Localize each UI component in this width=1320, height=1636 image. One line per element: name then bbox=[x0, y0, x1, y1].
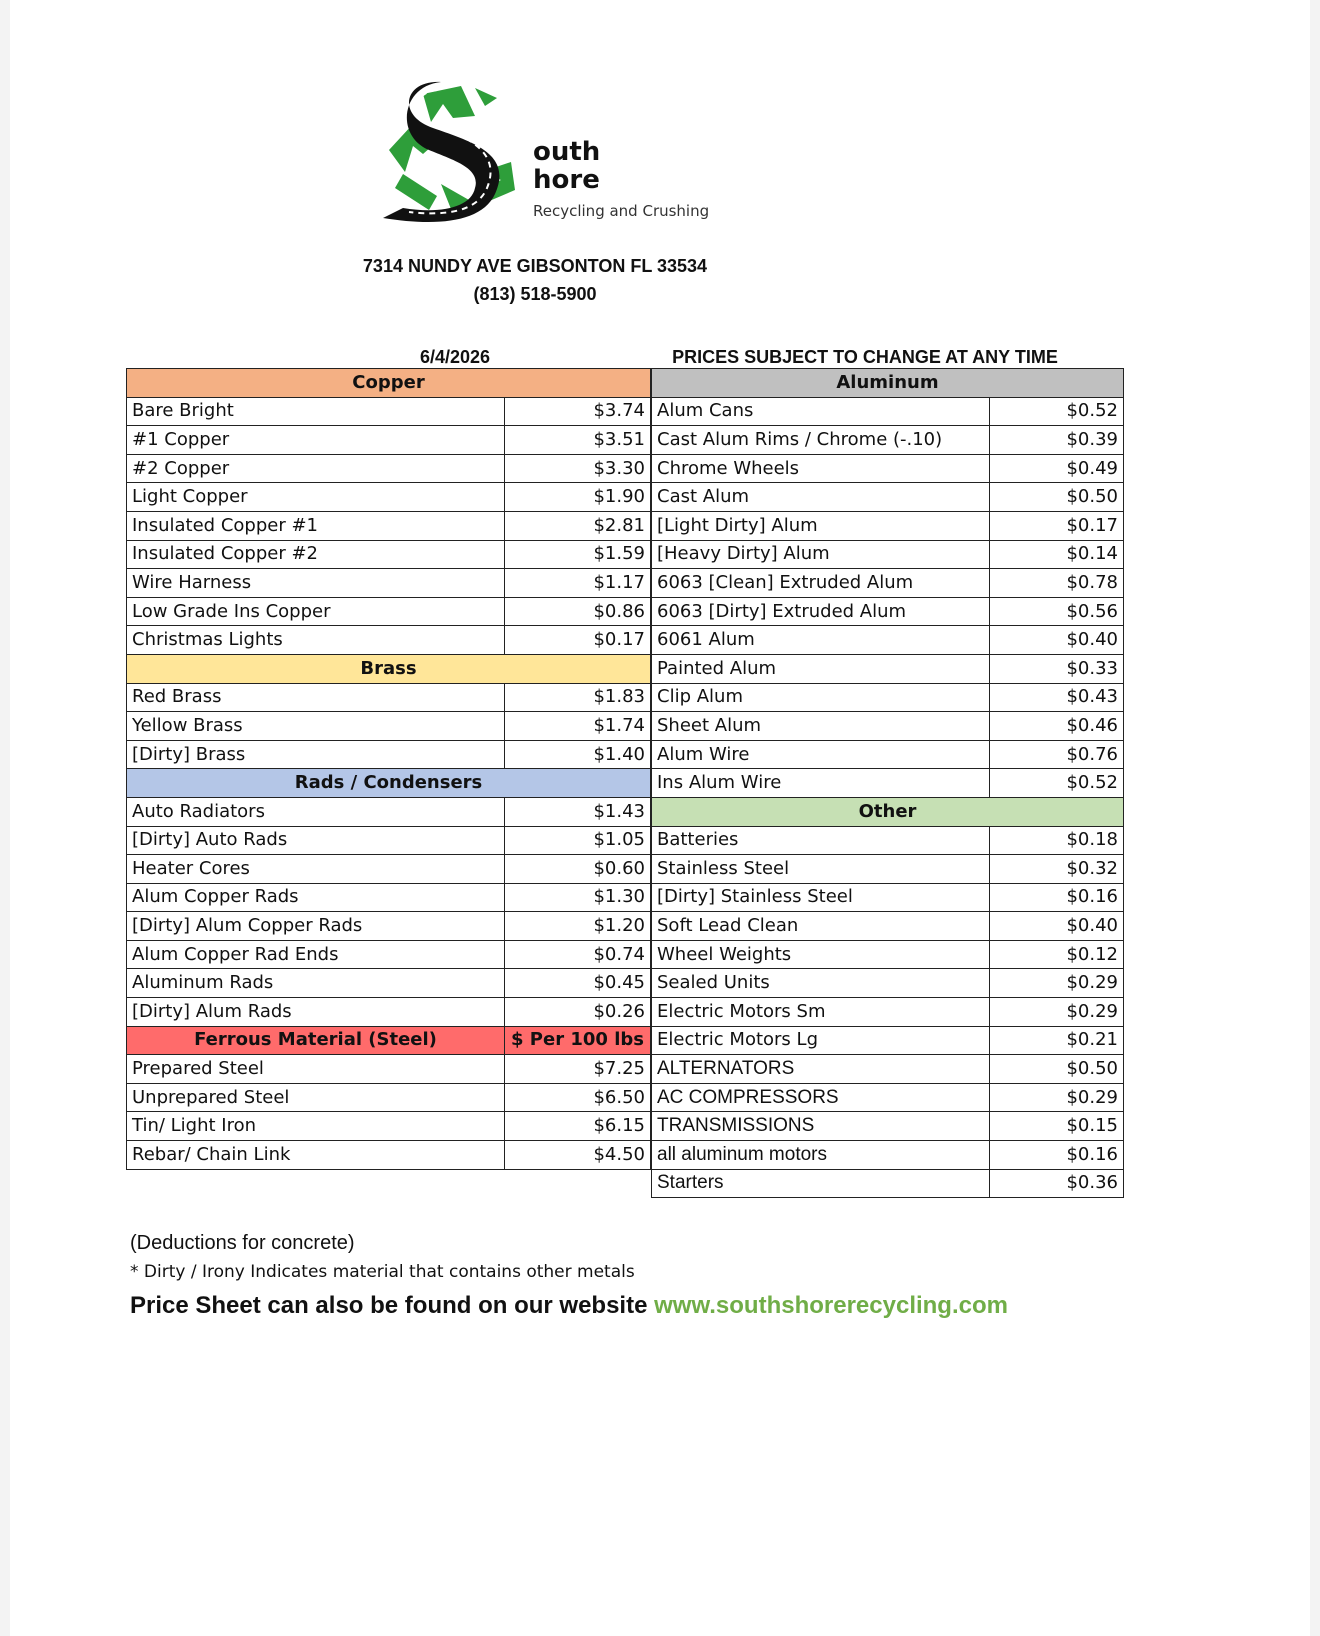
material-name: Soft Lead Clean bbox=[652, 912, 990, 941]
price-row-alum-wire bbox=[652, 740, 1124, 769]
material-price: $0.26 bbox=[505, 998, 651, 1027]
material-price: $0.76 bbox=[990, 740, 1124, 769]
material-price: $0.78 bbox=[990, 569, 1124, 598]
material-price: $0.12 bbox=[990, 940, 1124, 969]
material-price: $0.15 bbox=[990, 1112, 1124, 1141]
material-price: $0.60 bbox=[505, 855, 651, 884]
material-name: Unprepared Steel bbox=[127, 1083, 505, 1112]
material-price: $3.74 bbox=[505, 397, 651, 426]
material-name: #1 Copper bbox=[127, 426, 505, 455]
logo-word-south: outh bbox=[533, 137, 601, 167]
material-name: Electric Motors Lg bbox=[652, 1026, 990, 1055]
material-name: Starters bbox=[652, 1169, 990, 1198]
price-row-sheet-alum bbox=[652, 712, 1124, 741]
price-row-6063-clean-extruded-alum bbox=[652, 569, 1124, 598]
price-row-clip-alum bbox=[652, 683, 1124, 712]
price-row-low-grade-ins-copper bbox=[127, 597, 651, 626]
material-name: Wire Harness bbox=[127, 569, 505, 598]
section-unit: $ Per 100 lbs bbox=[505, 1026, 651, 1055]
material-name: [Dirty] Stainless Steel bbox=[652, 883, 990, 912]
website-line bbox=[130, 1292, 1008, 1320]
price-row-alum-copper-rad-ends bbox=[127, 940, 651, 969]
material-price: $6.50 bbox=[505, 1083, 651, 1112]
price-row-rebar-chain-link bbox=[127, 1141, 651, 1170]
company-address: 7314 NUNDY AVE GIBSONTON FL 33534 bbox=[362, 256, 708, 276]
material-name: Auto Radiators bbox=[127, 797, 505, 826]
material-name: Heater Cores bbox=[127, 855, 505, 884]
price-row-light-dirty-alum bbox=[652, 511, 1124, 540]
material-price: $1.17 bbox=[505, 569, 651, 598]
material-name: Sheet Alum bbox=[652, 712, 990, 741]
material-price: $0.29 bbox=[990, 969, 1124, 998]
material-price: $7.25 bbox=[505, 1055, 651, 1084]
material-name: ALTERNATORS bbox=[652, 1055, 990, 1084]
material-price: $0.17 bbox=[505, 626, 651, 655]
material-price: $1.20 bbox=[505, 912, 651, 941]
material-name: 6063 [Dirty] Extruded Alum bbox=[652, 597, 990, 626]
material-price: $1.74 bbox=[505, 712, 651, 741]
price-row-6061-alum bbox=[652, 626, 1124, 655]
price-date: 6/4/2026 bbox=[419, 347, 491, 367]
price-row-all-aluminum-motors bbox=[652, 1141, 1124, 1170]
material-price: $0.50 bbox=[990, 1055, 1124, 1084]
material-price: $0.52 bbox=[990, 397, 1124, 426]
material-name: Bare Bright bbox=[127, 397, 505, 426]
material-name: #2 Copper bbox=[127, 454, 505, 483]
price-row-ins-alum-wire bbox=[652, 769, 1124, 798]
material-price: $1.83 bbox=[505, 683, 651, 712]
price-notice: PRICES SUBJECT TO CHANGE AT ANY TIME bbox=[672, 347, 1058, 367]
section-header-rads bbox=[127, 769, 651, 798]
material-name: all aluminum motors bbox=[652, 1141, 990, 1170]
material-name: Light Copper bbox=[127, 483, 505, 512]
material-name: Yellow Brass bbox=[127, 712, 505, 741]
material-name: Christmas Lights bbox=[127, 626, 505, 655]
material-name: Cast Alum bbox=[652, 483, 990, 512]
material-price: $4.50 bbox=[505, 1141, 651, 1170]
material-name: [Dirty] Auto Rads bbox=[127, 826, 505, 855]
section-title: Other bbox=[652, 797, 1124, 826]
material-name: Cast Alum Rims / Chrome (-.10) bbox=[652, 426, 990, 455]
material-name: Alum Copper Rads bbox=[127, 883, 505, 912]
material-price: $0.29 bbox=[990, 1083, 1124, 1112]
website-link[interactable]: www.southshorerecycling.com bbox=[654, 1292, 1008, 1319]
material-price: $0.32 bbox=[990, 855, 1124, 884]
material-name: Clip Alum bbox=[652, 683, 990, 712]
material-name: Red Brass bbox=[127, 683, 505, 712]
material-name: [Dirty] Brass bbox=[127, 740, 505, 769]
price-row-yellow-brass bbox=[127, 712, 651, 741]
material-price: $0.45 bbox=[505, 969, 651, 998]
material-price: $0.43 bbox=[990, 683, 1124, 712]
price-row-unprepared-steel bbox=[127, 1083, 651, 1112]
material-name: TRANSMISSIONS bbox=[652, 1112, 990, 1141]
material-price: $0.46 bbox=[990, 712, 1124, 741]
material-price: $0.18 bbox=[990, 826, 1124, 855]
material-price: $1.43 bbox=[505, 797, 651, 826]
section-header-ferrous bbox=[127, 1026, 651, 1055]
price-row-heavy-dirty-alum bbox=[652, 540, 1124, 569]
price-row-light-copper bbox=[127, 483, 651, 512]
material-name: Sealed Units bbox=[652, 969, 990, 998]
material-name: Alum Copper Rad Ends bbox=[127, 940, 505, 969]
dirty-note: * Dirty / Irony Indicates material that contains other metals bbox=[130, 1262, 635, 1282]
right-price-table bbox=[651, 368, 1124, 1198]
material-price: $0.50 bbox=[990, 483, 1124, 512]
material-price: $0.40 bbox=[990, 912, 1124, 941]
material-name: Chrome Wheels bbox=[652, 454, 990, 483]
material-name: Tin/ Light Iron bbox=[127, 1112, 505, 1141]
section-title: Rads / Condensers bbox=[127, 769, 651, 798]
left-price-table bbox=[126, 368, 651, 1170]
material-price: $0.52 bbox=[990, 769, 1124, 798]
material-price: $0.33 bbox=[990, 654, 1124, 683]
price-row-chrome-wheels bbox=[652, 454, 1124, 483]
material-price: $0.86 bbox=[505, 597, 651, 626]
material-name: Batteries bbox=[652, 826, 990, 855]
material-name: [Heavy Dirty] Alum bbox=[652, 540, 990, 569]
material-name: Prepared Steel bbox=[127, 1055, 505, 1084]
material-price: $3.30 bbox=[505, 454, 651, 483]
website-text: Price Sheet can also be found on our website bbox=[130, 1292, 648, 1319]
material-price: $0.36 bbox=[990, 1169, 1124, 1198]
material-price: $1.05 bbox=[505, 826, 651, 855]
price-row-starters bbox=[652, 1169, 1124, 1198]
material-name: Electric Motors Sm bbox=[652, 998, 990, 1027]
material-price: $1.59 bbox=[505, 540, 651, 569]
price-row-prepared-steel bbox=[127, 1055, 651, 1084]
price-row-insulated-copper-1 bbox=[127, 511, 651, 540]
material-name: Painted Alum bbox=[652, 654, 990, 683]
price-row-red-brass bbox=[127, 683, 651, 712]
price-row-2-copper bbox=[127, 454, 651, 483]
material-name: Stainless Steel bbox=[652, 855, 990, 884]
price-row-wheel-weights bbox=[652, 940, 1124, 969]
logo-tagline: Recycling and Crushing bbox=[533, 202, 710, 220]
price-row-transmissions bbox=[652, 1112, 1124, 1141]
material-price: $1.30 bbox=[505, 883, 651, 912]
price-row-bare-bright bbox=[127, 397, 651, 426]
price-row-dirty-auto-rads bbox=[127, 826, 651, 855]
price-row-batteries bbox=[652, 826, 1124, 855]
material-name: [Light Dirty] Alum bbox=[652, 511, 990, 540]
material-price: $0.39 bbox=[990, 426, 1124, 455]
material-name: Alum Wire bbox=[652, 740, 990, 769]
price-row-alum-cans bbox=[652, 397, 1124, 426]
price-row-soft-lead-clean bbox=[652, 912, 1124, 941]
material-name: AC COMPRESSORS bbox=[652, 1083, 990, 1112]
section-title: Ferrous Material (Steel) bbox=[127, 1026, 505, 1055]
deductions-note: (Deductions for concrete) bbox=[130, 1232, 355, 1254]
price-row-painted-alum bbox=[652, 654, 1124, 683]
material-price: $1.90 bbox=[505, 483, 651, 512]
price-row-aluminum-rads bbox=[127, 969, 651, 998]
price-row-electric-motors-lg bbox=[652, 1026, 1124, 1055]
material-price: $0.16 bbox=[990, 883, 1124, 912]
material-name: Alum Cans bbox=[652, 397, 990, 426]
price-row-dirty-alum-rads bbox=[127, 998, 651, 1027]
section-header-aluminum bbox=[652, 369, 1124, 398]
material-name: Insulated Copper #2 bbox=[127, 540, 505, 569]
material-price: $0.74 bbox=[505, 940, 651, 969]
section-title: Copper bbox=[127, 369, 651, 398]
price-row-wire-harness bbox=[127, 569, 651, 598]
price-row-ac-compressors bbox=[652, 1083, 1124, 1112]
price-row-christmas-lights bbox=[127, 626, 651, 655]
material-name: [Dirty] Alum Copper Rads bbox=[127, 912, 505, 941]
material-name: [Dirty] Alum Rads bbox=[127, 998, 505, 1027]
price-row-cast-alum bbox=[652, 483, 1124, 512]
material-price: $0.14 bbox=[990, 540, 1124, 569]
material-price: $3.51 bbox=[505, 426, 651, 455]
material-name: Insulated Copper #1 bbox=[127, 511, 505, 540]
material-price: $0.16 bbox=[990, 1141, 1124, 1170]
section-title: Aluminum bbox=[652, 369, 1124, 398]
material-name: Wheel Weights bbox=[652, 940, 990, 969]
material-name: Low Grade Ins Copper bbox=[127, 597, 505, 626]
section-header-copper bbox=[127, 369, 651, 398]
price-row-insulated-copper-2 bbox=[127, 540, 651, 569]
material-price: $2.81 bbox=[505, 511, 651, 540]
material-price: $0.56 bbox=[990, 597, 1124, 626]
material-name: 6063 [Clean] Extruded Alum bbox=[652, 569, 990, 598]
price-row-alternators bbox=[652, 1055, 1124, 1084]
material-price: $0.40 bbox=[990, 626, 1124, 655]
price-row-alum-copper-rads bbox=[127, 883, 651, 912]
recycle-road-icon bbox=[383, 76, 533, 236]
price-row-dirty-alum-copper-rads bbox=[127, 912, 651, 941]
price-row-6063-dirty-extruded-alum bbox=[652, 597, 1124, 626]
company-logo bbox=[383, 76, 743, 236]
material-name: Ins Alum Wire bbox=[652, 769, 990, 798]
price-row-cast-alum-rims-chrome-10 bbox=[652, 426, 1124, 455]
material-price: $0.21 bbox=[990, 1026, 1124, 1055]
material-name: Rebar/ Chain Link bbox=[127, 1141, 505, 1170]
material-price: $0.17 bbox=[990, 511, 1124, 540]
material-price: $6.15 bbox=[505, 1112, 651, 1141]
price-row-sealed-units bbox=[652, 969, 1124, 998]
price-row-dirty-stainless-steel bbox=[652, 883, 1124, 912]
price-row-tin-light-iron bbox=[127, 1112, 651, 1141]
price-row-auto-radiators bbox=[127, 797, 651, 826]
company-phone: (813) 518-5900 bbox=[473, 284, 597, 304]
price-sheet-page bbox=[10, 0, 1310, 1636]
material-name: 6061 Alum bbox=[652, 626, 990, 655]
price-row-electric-motors-sm bbox=[652, 998, 1124, 1027]
price-row-heater-cores bbox=[127, 855, 651, 884]
logo-word-shore: hore bbox=[533, 165, 600, 195]
material-price: $0.49 bbox=[990, 454, 1124, 483]
price-row-stainless-steel bbox=[652, 855, 1124, 884]
section-title: Brass bbox=[127, 654, 651, 683]
price-row-1-copper bbox=[127, 426, 651, 455]
price-row-dirty-brass bbox=[127, 740, 651, 769]
material-name: Aluminum Rads bbox=[127, 969, 505, 998]
material-price: $1.40 bbox=[505, 740, 651, 769]
material-price: $0.29 bbox=[990, 998, 1124, 1027]
section-header-other bbox=[652, 797, 1124, 826]
section-header-brass bbox=[127, 654, 651, 683]
